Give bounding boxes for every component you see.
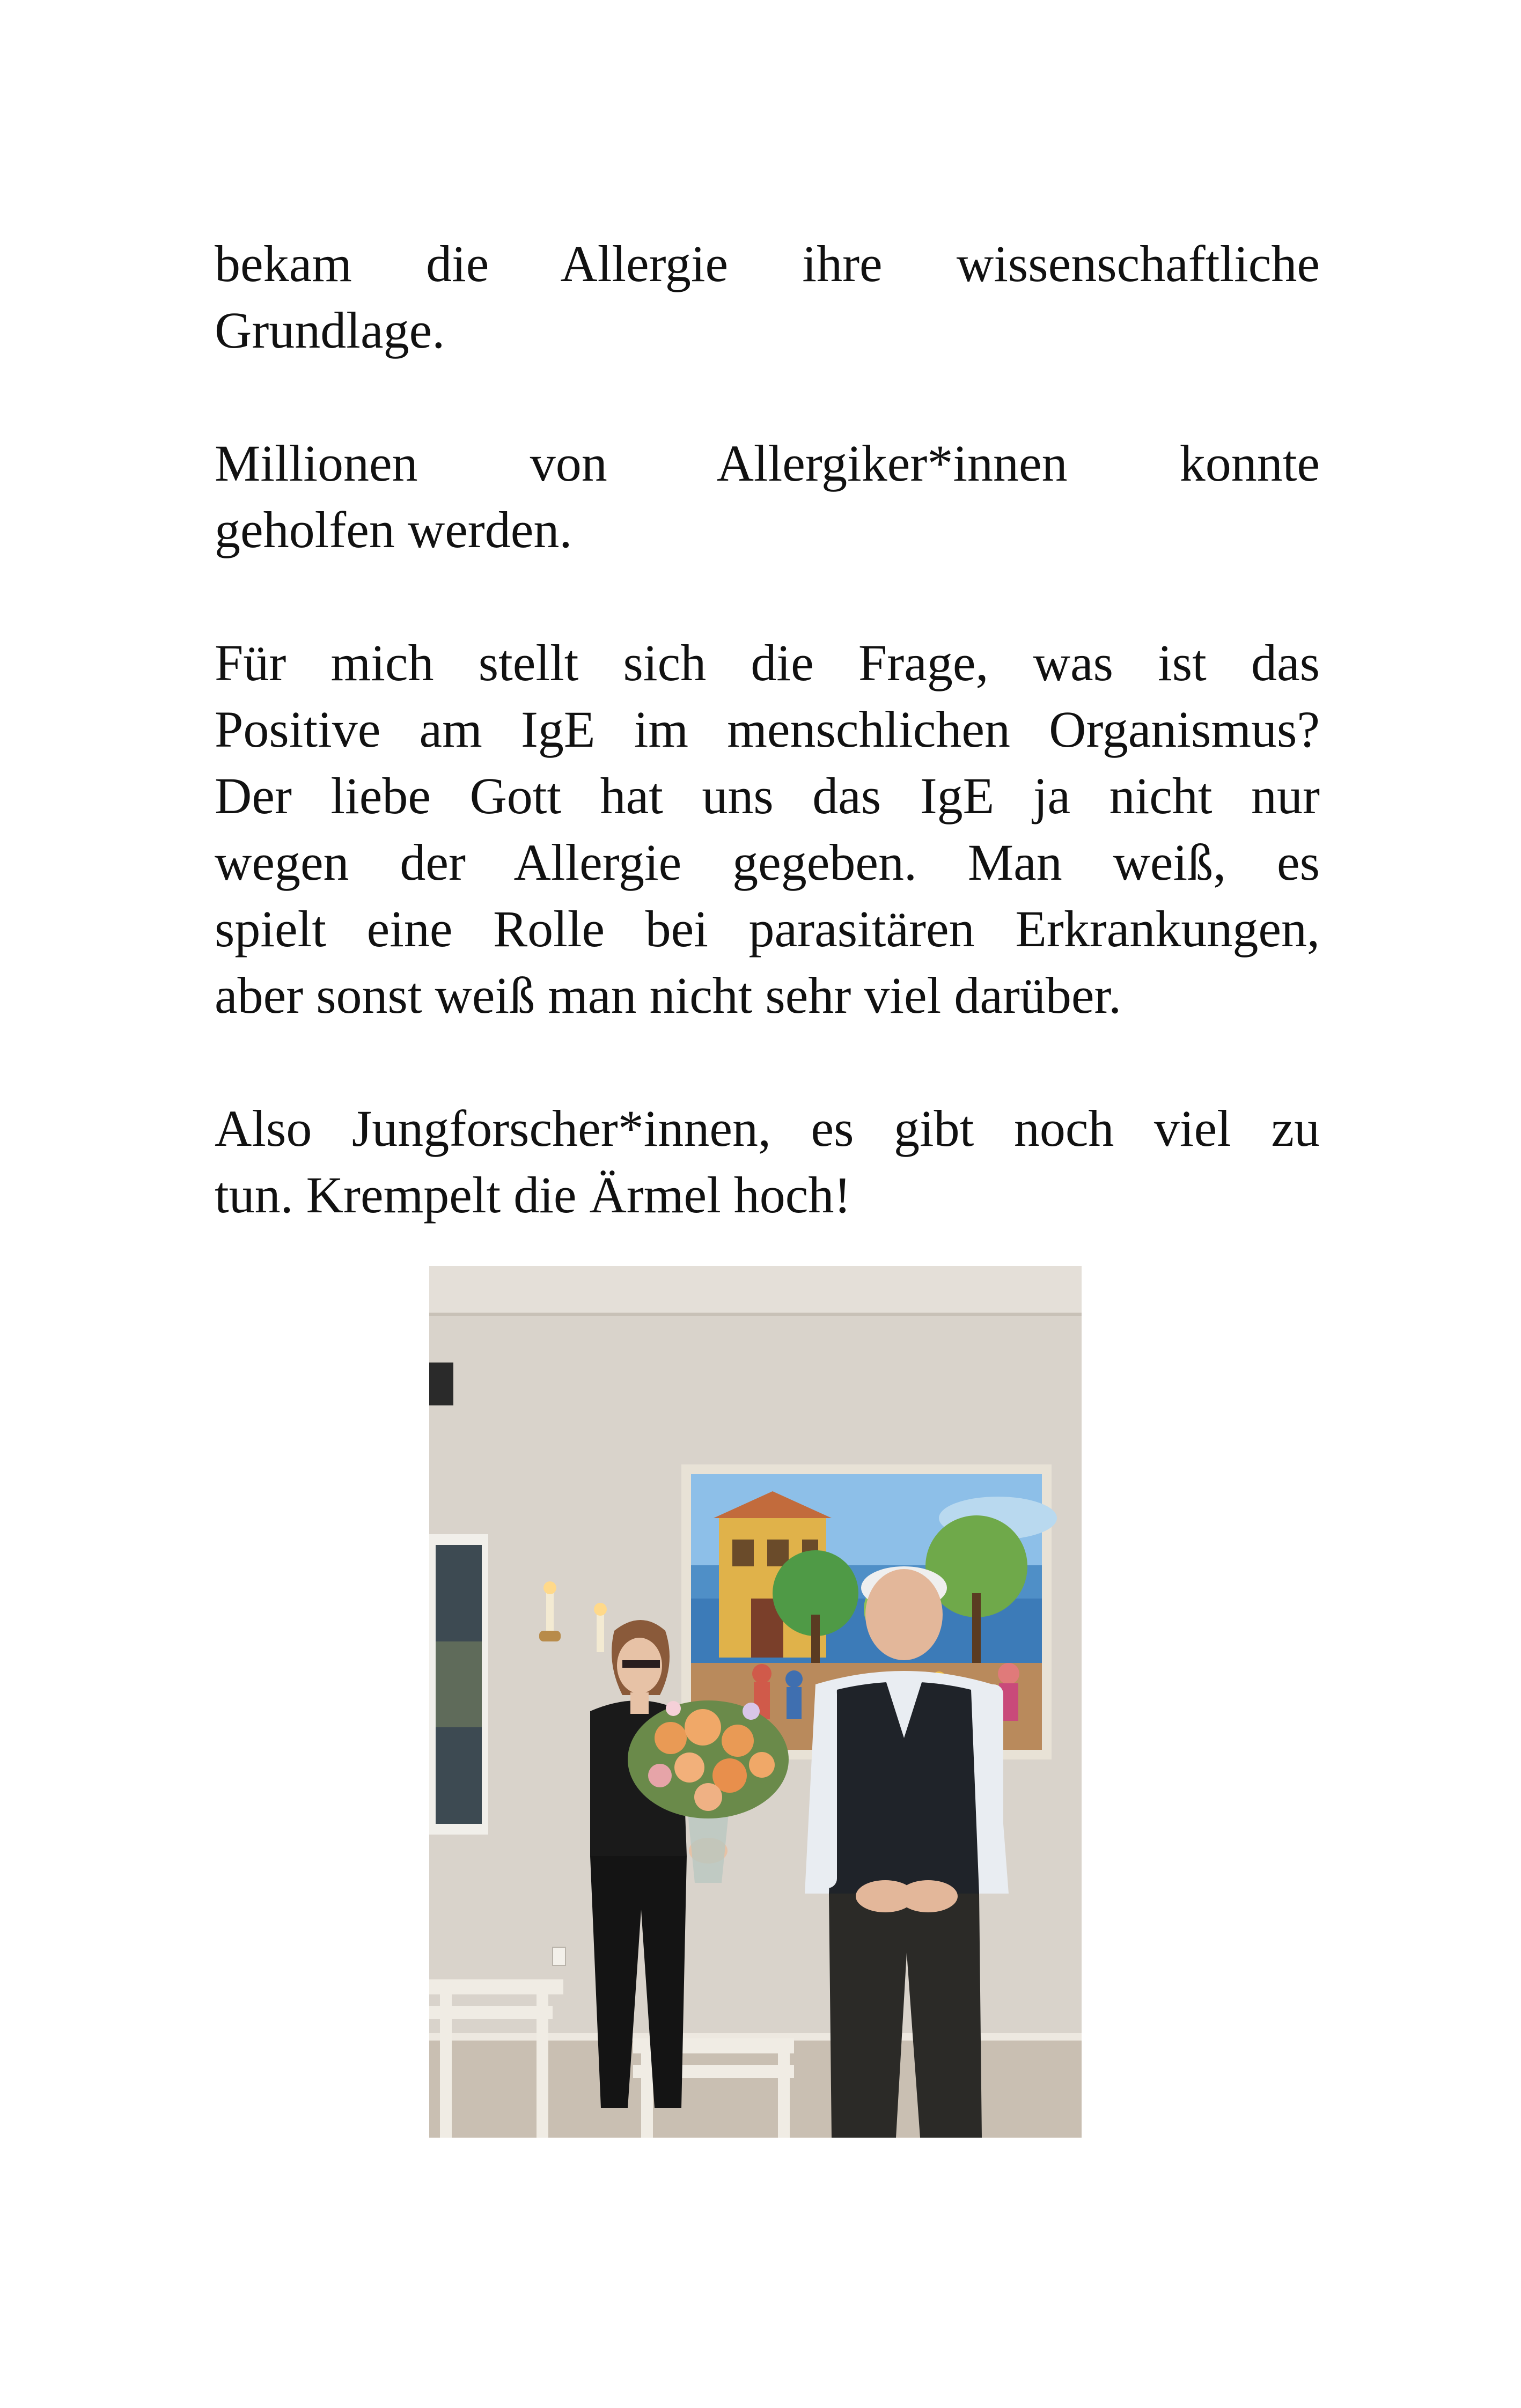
- text-line: Grundlage.: [215, 301, 445, 359]
- text-line: spielt eine Rolle bei parasitären Erkrankungen,: [215, 900, 1320, 958]
- document-body: [215, 231, 1320, 1295]
- text-line: Millionen von Allergiker*innen konnte: [215, 435, 1320, 492]
- paragraph-2: [215, 430, 1320, 563]
- text-line: bekam die Allergie ihre wissenschaftliche: [215, 235, 1320, 292]
- text-line: Der liebe Gott hat uns das IgE ja nicht nur: [215, 767, 1320, 824]
- paragraph-4: [215, 1095, 1320, 1228]
- text-line: geholfen werden.: [215, 501, 572, 558]
- text-line: wegen der Allergie gegeben. Man weiß, es: [215, 834, 1320, 891]
- text-line: Positive am IgE im menschlichen Organismus?: [215, 701, 1320, 758]
- text-line: tun. Krempelt die Ärmel hoch!: [215, 1166, 851, 1224]
- text-line: aber sonst weiß man nicht sehr viel darüber.: [215, 967, 1122, 1024]
- text-line: Für mich stellt sich die Frage, was ist das: [215, 634, 1320, 691]
- photo-illustration: [429, 1266, 1082, 2138]
- text-line: Also Jungforscher*innen, es gibt noch viel zu: [215, 1100, 1320, 1157]
- paragraph-3: [215, 630, 1320, 1029]
- photo: [429, 1266, 1082, 2138]
- paragraph-1: [215, 231, 1320, 364]
